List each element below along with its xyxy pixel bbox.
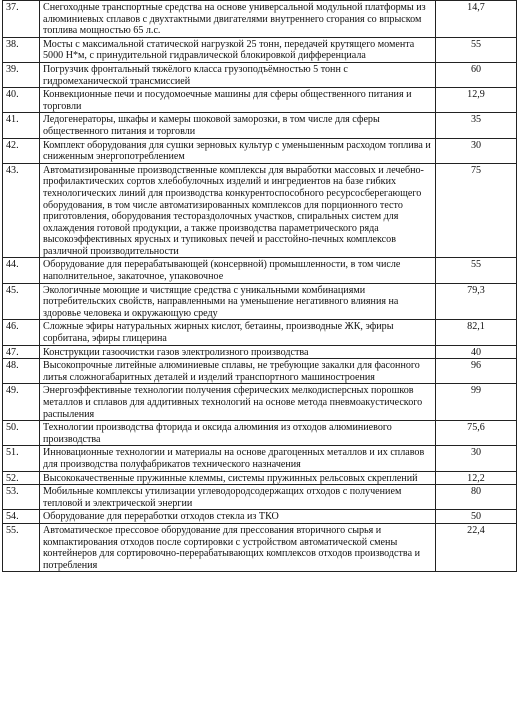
row-description: Погрузчик фронтальный тяжёлого класса грузоподъёмностью 5 тонн с гидромеханической трансмиссией xyxy=(40,62,436,87)
row-value: 12,9 xyxy=(436,88,517,113)
projects-table xyxy=(2,0,517,572)
row-value: 75,6 xyxy=(436,421,517,446)
table-row xyxy=(3,359,517,384)
row-value: 99 xyxy=(436,384,517,421)
table-row xyxy=(3,421,517,446)
row-description: Мобильные комплексы утилизации углеводородсодержащих отходов с получением тепловой и электрической энергии xyxy=(40,485,436,510)
row-description: Высококачественные пружинные клеммы, системы пружинных рельсовых скреплений xyxy=(40,471,436,485)
row-number: 47. xyxy=(3,345,40,359)
row-value: 30 xyxy=(436,446,517,471)
table-row xyxy=(3,113,517,138)
row-number: 49. xyxy=(3,384,40,421)
row-number: 43. xyxy=(3,163,40,258)
row-number: 51. xyxy=(3,446,40,471)
table-row xyxy=(3,320,517,345)
row-description: Автоматизированные производственные комплексы для выработки массовых и лечебно- профилактических сортов хлебобулочных изделий и ингредиентов на базе гибких технологических линий для производства конкурентоспособного ресурсосберегающего оборудования, в том числе автоматизированных комплексов для порционного тесто приготовления, оборудования тестораздолочных участков, спиральных систем для охлаждения готовой продукции, а также производства параметрического ряда высокоэффективных ярусных и тупиковых печей и расстойно-печных комплексов различной производительности xyxy=(40,163,436,258)
row-description: Автоматическое прессовое оборудование для прессования вторичного сырья и компактирования отходов после сортировки с устройством автоматической смены контейнеров для сортировочно-перерабатывающих комплексов отходов производства и потребления xyxy=(40,523,436,571)
row-number: 54. xyxy=(3,510,40,524)
row-number: 44. xyxy=(3,258,40,283)
row-number: 38. xyxy=(3,37,40,62)
row-number: 39. xyxy=(3,62,40,87)
row-description: Конвекционные печи и посудомоечные машины для сферы общественного питания и торговли xyxy=(40,88,436,113)
row-description: Оборудование для переработки отходов стекла из ТКО xyxy=(40,510,436,524)
row-number: 53. xyxy=(3,485,40,510)
row-value: 50 xyxy=(436,510,517,524)
table-row xyxy=(3,1,517,38)
table-body xyxy=(3,1,517,572)
table-row xyxy=(3,523,517,571)
table-row xyxy=(3,258,517,283)
table-row xyxy=(3,163,517,258)
row-description: Снегоходные транспортные средства на основе универсальной модульной платформы из алюминиевых сплавов с двухтактными двигателями внутреннего сгорания со впрыском топлива мощностью 65 л.с. xyxy=(40,1,436,38)
row-description: Экологичные моющие и чистящие средства с уникальными комбинациями потребительских свойств, направленными на уменьшение негативного влияния на здоровье человека и окружающую среду xyxy=(40,283,436,320)
table-row xyxy=(3,446,517,471)
table-row xyxy=(3,88,517,113)
table-row xyxy=(3,485,517,510)
row-description: Ледогенераторы, шкафы и камеры шоковой заморозки, в том числе для сферы общественного питания и торговли xyxy=(40,113,436,138)
row-description: Энергоэффективные технологии получения сферических мелкодисперсных порошков металлов и сплавов для аддитивных технологий на основе метода пневмоакустического распыления xyxy=(40,384,436,421)
table-row xyxy=(3,138,517,163)
row-description: Оборудование для перерабатывающей (консервной) промышленности, в том числе наполнительное, закаточное, упаковочное xyxy=(40,258,436,283)
table-row xyxy=(3,37,517,62)
table-row xyxy=(3,384,517,421)
row-number: 41. xyxy=(3,113,40,138)
row-number: 40. xyxy=(3,88,40,113)
row-value: 35 xyxy=(436,113,517,138)
row-value: 60 xyxy=(436,62,517,87)
row-value: 55 xyxy=(436,258,517,283)
row-value: 82,1 xyxy=(436,320,517,345)
row-description: Высокопрочные литейные алюминиевые сплавы, не требующие закалки для фасонного литья сложногабаритных деталей и изделий транспортного машиностроения xyxy=(40,359,436,384)
row-value: 96 xyxy=(436,359,517,384)
row-value: 40 xyxy=(436,345,517,359)
table-row xyxy=(3,510,517,524)
table-row xyxy=(3,62,517,87)
row-number: 42. xyxy=(3,138,40,163)
row-description: Мосты с максимальной статической нагрузкой 25 тонн, передачей крутящего момента 5000 Н*м, с принудительной гидравлической блокировкой дифференциала xyxy=(40,37,436,62)
row-value: 30 xyxy=(436,138,517,163)
table-row xyxy=(3,471,517,485)
row-number: 48. xyxy=(3,359,40,384)
row-number: 45. xyxy=(3,283,40,320)
row-value: 75 xyxy=(436,163,517,258)
table-row xyxy=(3,283,517,320)
row-description: Инновационные технологии и материалы на основе драгоценных металлов и их сплавов для производства полуфабрикатов технического назначения xyxy=(40,446,436,471)
row-value: 80 xyxy=(436,485,517,510)
row-number: 50. xyxy=(3,421,40,446)
row-number: 55. xyxy=(3,523,40,571)
row-value: 55 xyxy=(436,37,517,62)
row-number: 46. xyxy=(3,320,40,345)
row-value: 14,7 xyxy=(436,1,517,38)
row-description: Комплект оборудования для сушки зерновых культур с уменьшенным расходом топлива и сниженным энергопотреблением xyxy=(40,138,436,163)
row-number: 37. xyxy=(3,1,40,38)
row-description: Технологии производства фторида и оксида алюминия из отходов алюминиевого производства xyxy=(40,421,436,446)
row-value: 22,4 xyxy=(436,523,517,571)
row-value: 79,3 xyxy=(436,283,517,320)
row-description: Конструкции газоочистки газов электролизного производства xyxy=(40,345,436,359)
row-number: 52. xyxy=(3,471,40,485)
table-row xyxy=(3,345,517,359)
row-description: Сложные эфиры натуральных жирных кислот, бетаины, производные ЖК, эфиры сорбитана, эфиры глицерина xyxy=(40,320,436,345)
row-value: 12,2 xyxy=(436,471,517,485)
